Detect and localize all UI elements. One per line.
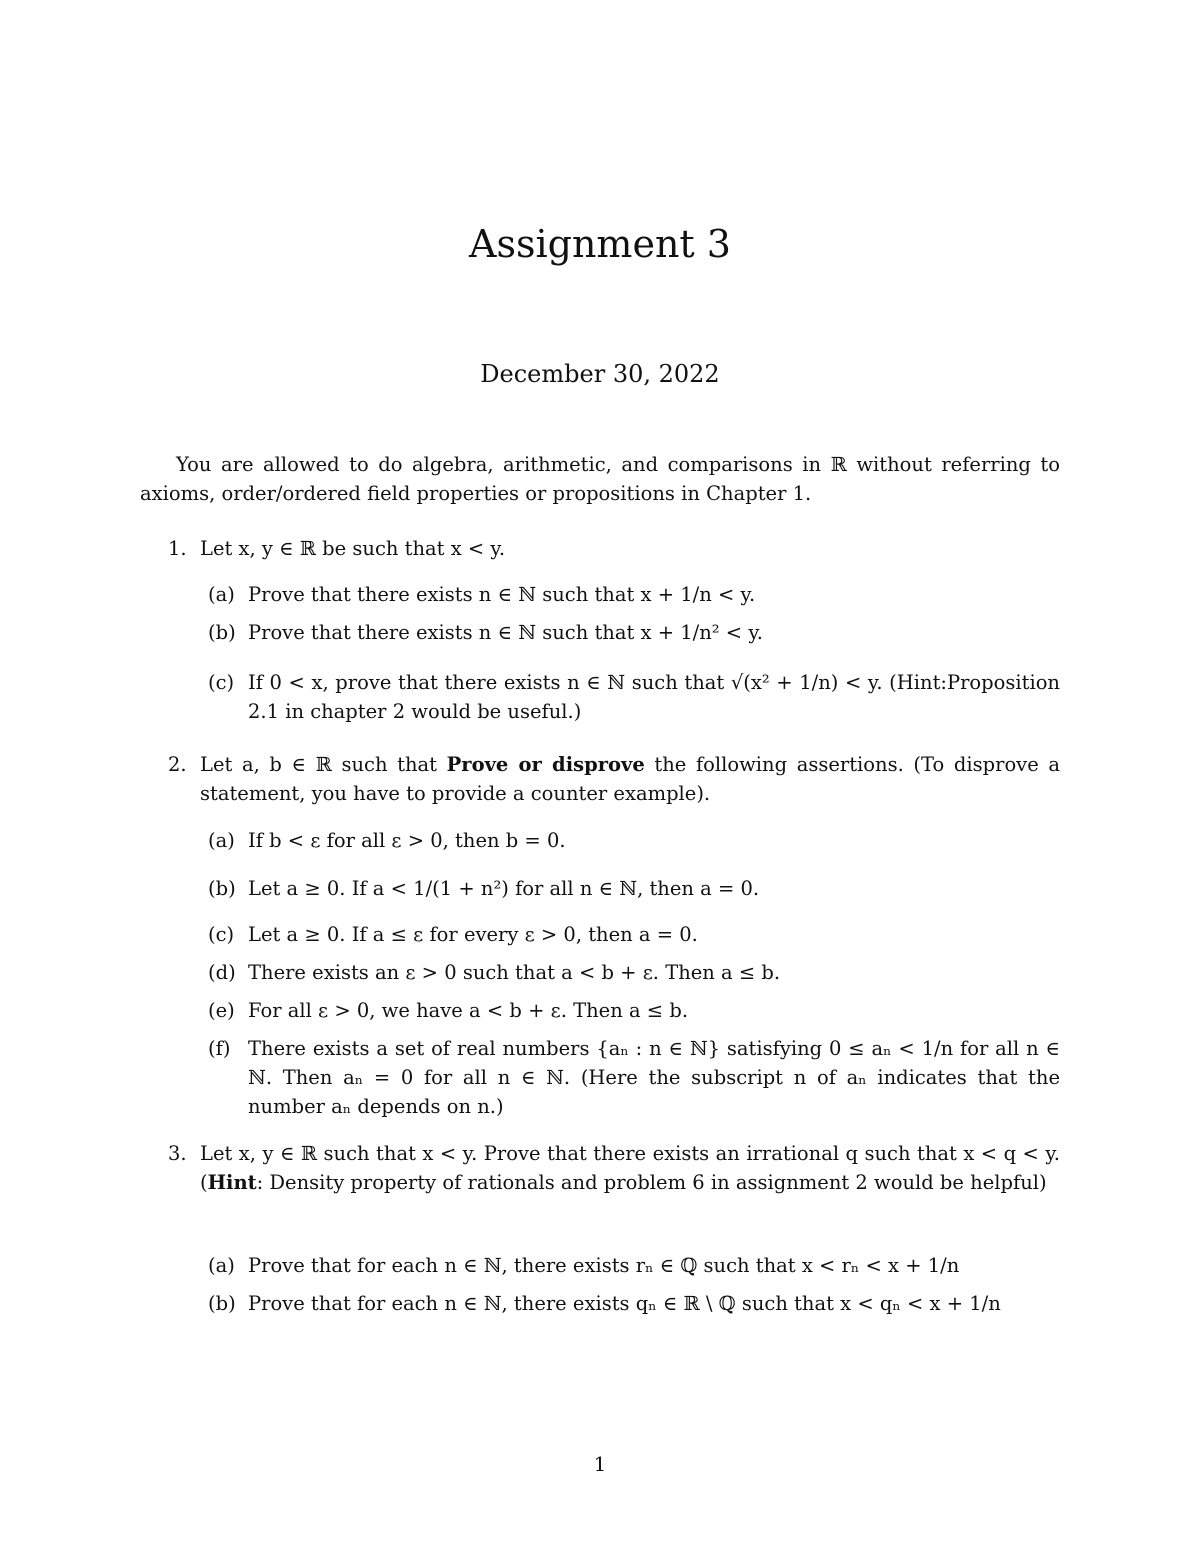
part-label: (e) bbox=[208, 999, 235, 1022]
part-text: If 0 < x, prove that there exists n ∈ ℕ such that √(x² + 1/n) < y. (Hint:Proposition 2.1 in chapter 2 would be useful.) bbox=[248, 671, 1060, 723]
problem-text bbox=[200, 1139, 1060, 1197]
part-label: (a) bbox=[208, 1254, 235, 1277]
part-label: (d) bbox=[208, 961, 236, 984]
part-text: If b < ε for all ε > 0, then b = 0. bbox=[248, 829, 566, 852]
part-label: (a) bbox=[208, 583, 235, 606]
intro-paragraph: You are allowed to do algebra, arithmetic, and comparisons in ℝ without referring to axioms, order/ordered field properties or propositions in Chapter 1. bbox=[140, 453, 1060, 505]
problem-text: Let x, y ∈ ℝ be such that x < y. bbox=[200, 537, 506, 560]
problem-text-bold: Hint bbox=[207, 1171, 257, 1194]
problem-number: 1. bbox=[168, 537, 187, 560]
problem-text-end: the following assertions. (To disprove a statement, you have to provide a counter example). bbox=[200, 753, 1060, 805]
part-text: Prove that for each n ∈ ℕ, there exists rₙ ∈ ℚ such that x < rₙ < x + 1/n bbox=[248, 1254, 960, 1277]
part-label: (b) bbox=[208, 1292, 236, 1315]
page-number: 1 bbox=[593, 1452, 607, 1476]
part-text: Prove that there exists n ∈ ℕ such that x + 1/n² < y. bbox=[248, 621, 763, 644]
part-label: (a) bbox=[208, 829, 235, 852]
problem-text-bold: Prove or disprove bbox=[446, 753, 645, 776]
document-title: Assignment 3 bbox=[469, 222, 731, 266]
part-label: (c) bbox=[208, 671, 235, 694]
part-text: There exists a set of real numbers {aₙ : n ∈ ℕ} satisfying 0 ≤ aₙ < 1/n for all n ∈ ℕ. Then aₙ = 0 for all n ∈ ℕ. (Here the subscript n of aₙ indicates that the number aₙ depends on n.) bbox=[248, 1037, 1060, 1118]
part-label: (c) bbox=[208, 923, 235, 946]
problem-number: 2. bbox=[168, 753, 187, 776]
part-text: For all ε > 0, we have a < b + ε. Then a ≤ b. bbox=[248, 999, 689, 1022]
problem-text-end: : Density property of rationals and problem 6 in assignment 2 would be helpful) bbox=[256, 1171, 1047, 1194]
problem-number: 3. bbox=[168, 1142, 187, 1165]
part-label: (b) bbox=[208, 877, 236, 900]
problem-text-start: Let a, b ∈ ℝ such that bbox=[200, 753, 447, 776]
part-label: (b) bbox=[208, 621, 236, 644]
part-text: Let a ≥ 0. If a < 1/(1 + n²) for all n ∈ ℕ, then a = 0. bbox=[248, 877, 760, 900]
part-text: Prove that for each n ∈ ℕ, there exists qₙ ∈ ℝ \ ℚ such that x < qₙ < x + 1/n bbox=[248, 1292, 1001, 1315]
problem-text bbox=[200, 750, 1060, 808]
part-text: Let a ≥ 0. If a ≤ ε for every ε > 0, then a = 0. bbox=[248, 923, 698, 946]
part-text: Prove that there exists n ∈ ℕ such that x + 1/n < y. bbox=[248, 583, 756, 606]
problem-text-start: Let x, y ∈ ℝ such that x < y. Prove that there exists an irrational q such that x < q < y. ( bbox=[200, 1142, 1060, 1194]
document-date: December 30, 2022 bbox=[480, 360, 720, 388]
part-label: (f) bbox=[208, 1037, 231, 1060]
part-text: There exists an ε > 0 such that a < b + ε. Then a ≤ b. bbox=[248, 961, 781, 984]
